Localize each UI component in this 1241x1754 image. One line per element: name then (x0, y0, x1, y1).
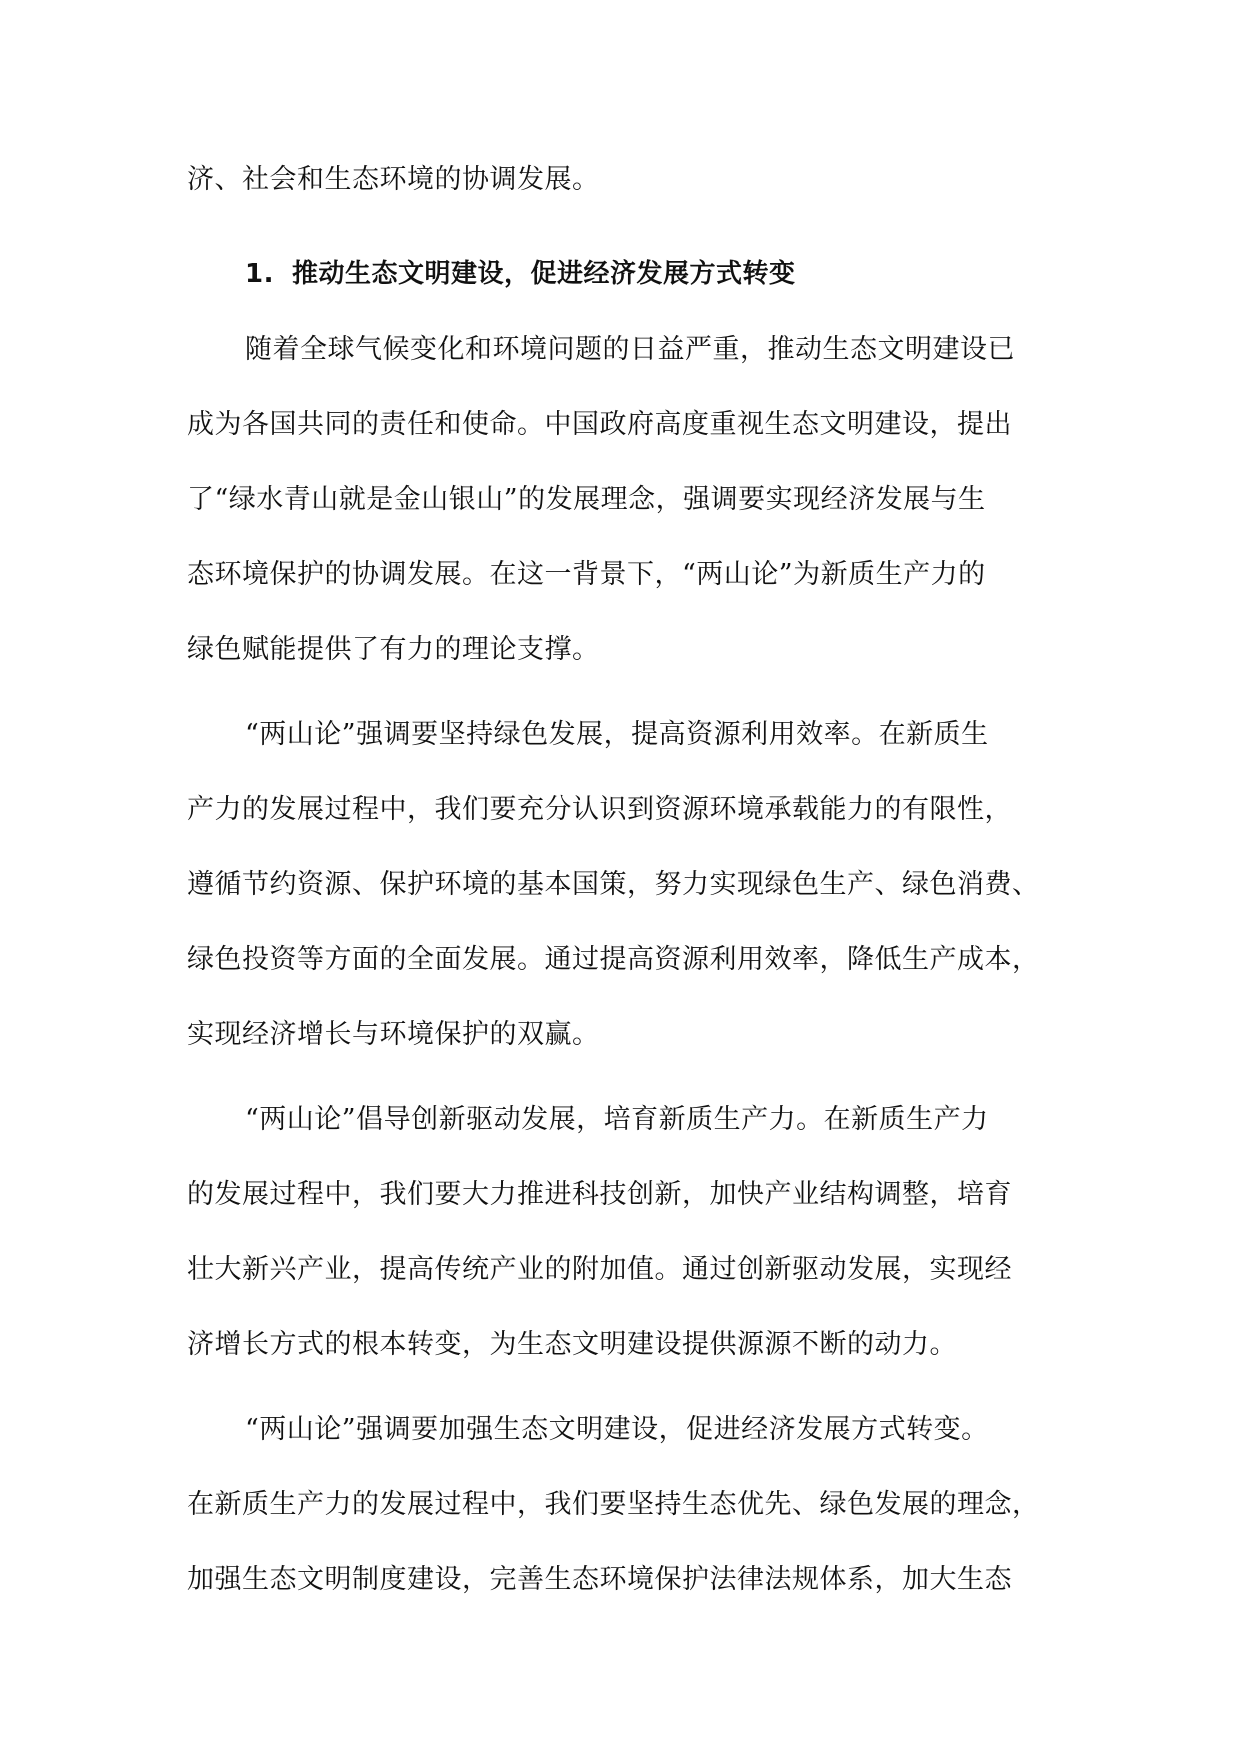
paragraph-line: 产力的发展过程中，我们要充分认识到资源环境承载能力的有限性， (187, 794, 1012, 825)
paragraph-line: 绿色赋能提供了有力的理论支撑。 (187, 634, 600, 665)
paragraph-line: 绿色投资等方面的全面发展。通过提高资源利用效率，降低生产成本， (187, 944, 1040, 975)
paragraph-line: “两山论”强调要坚持绿色发展，提高资源利用效率。在新质生 (245, 719, 989, 750)
intro-line: 济、社会和生态环境的协调发展。 (187, 164, 600, 195)
paragraph-line: 济增长方式的根本转变，为生态文明建设提供源源不断的动力。 (187, 1329, 957, 1360)
document-body (187, 142, 1055, 1627)
paragraph-line: 随着全球气候变化和环境问题的日益严重，推动生态文明建设已 (245, 334, 1015, 365)
paragraph-line: 的发展过程中，我们要大力推进科技创新，加快产业结构调整，培育 (187, 1179, 1012, 1210)
section-title: 推动生态文明建设，促进经济发展方式转变 (291, 259, 796, 289)
paragraph-4 (187, 1392, 1055, 1617)
paragraph-line: “两山论”强调要加强生态文明建设，促进经济发展方式转变。 (245, 1414, 989, 1445)
paragraph-line: 了“绿水青山就是金山银山”的发展理念，强调要实现经济发展与生 (187, 484, 986, 515)
paragraph-3 (187, 1082, 1055, 1382)
section-number: 1. (245, 259, 274, 289)
paragraph-2 (187, 697, 1055, 1072)
paragraph-line: 成为各国共同的责任和使命。中国政府高度重视生态文明建设，提出 (187, 409, 1012, 440)
paragraph-line: 实现经济增长与环境保护的双赢。 (187, 1019, 600, 1050)
paragraph-line: “两山论”倡导创新驱动发展，培育新质生产力。在新质生产力 (245, 1104, 989, 1135)
paragraph-line: 在新质生产力的发展过程中，我们要坚持生态优先、绿色发展的理念， (187, 1489, 1040, 1520)
paragraph-1 (187, 312, 1055, 687)
paragraph-line: 遵循节约资源、保护环境的基本国策，努力实现绿色生产、绿色消费、 (187, 869, 1040, 900)
section-heading (187, 237, 1055, 312)
paragraph-line: 壮大新兴产业，提高传统产业的附加值。通过创新驱动发展，实现经 (187, 1254, 1012, 1285)
paragraph-line: 加强生态文明制度建设，完善生态环境保护法律法规体系，加大生态 (187, 1564, 1012, 1595)
paragraph-line: 态环境保护的协调发展。在这一背景下，“两山论”为新质生产力的 (187, 559, 986, 590)
